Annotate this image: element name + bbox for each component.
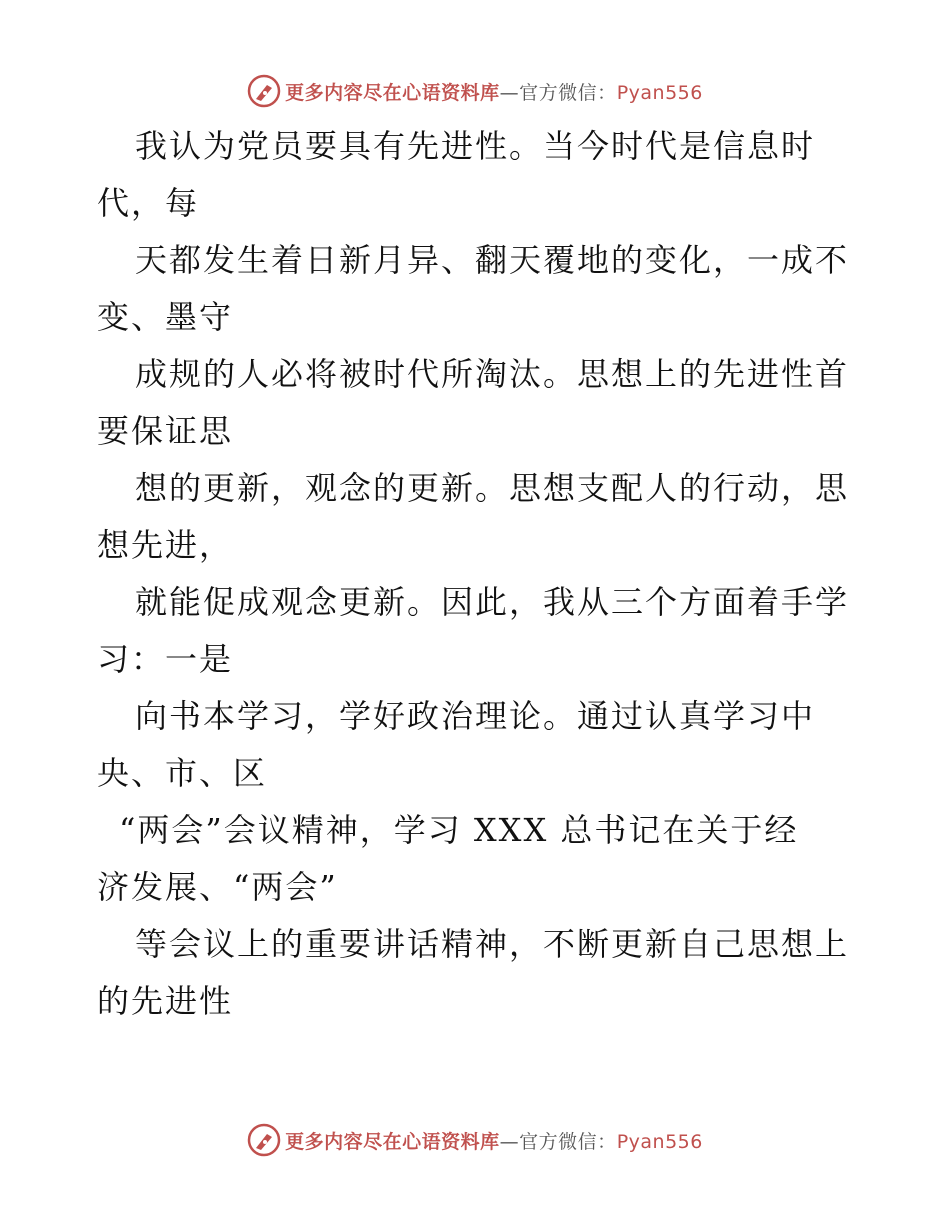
footer-banner: [0, 1120, 950, 1160]
banner-site-text: 更多内容尽在心语资料库: [285, 1130, 500, 1153]
banner-text: [285, 1127, 703, 1154]
paragraph-line: 就能促成观念更新。因此，我从三个方面着手学: [135, 583, 850, 621]
paragraph-line: “两会”会议精神，学习 XXX 总书记在关于经: [119, 811, 799, 849]
paragraph-line: 代，每: [97, 184, 200, 222]
paragraph-line: 我认为党员要具有先进性。当今时代是信息时: [135, 127, 816, 165]
paragraph-line: 想的更新，观念的更新。思想支配人的行动，思: [135, 469, 850, 507]
banner-wechat-label: 官方微信：: [519, 1130, 617, 1153]
paragraph-line: 天都发生着日新月异、翻天覆地的变化，一成不: [135, 241, 850, 279]
pen-nib-logo-icon: [247, 74, 281, 108]
banner-dash: —: [499, 1130, 520, 1153]
banner-site-text: 更多内容尽在心语资料库: [285, 81, 500, 104]
document-body: [97, 118, 877, 1030]
banner-text: [285, 78, 703, 105]
paragraph-line: 济发展、“两会”: [97, 868, 338, 906]
paragraph-line: 习：一是: [97, 640, 234, 678]
paragraph-line: 向书本学习，学好政治理论。通过认真学习中: [135, 697, 816, 735]
paragraph-line: 成规的人必将被时代所淘汰。思想上的先进性首: [135, 355, 850, 393]
banner-wechat-handle: Pyan556: [616, 81, 703, 104]
banner-wechat-label: 官方微信：: [519, 81, 617, 104]
paragraph-line: 想先进，: [97, 526, 234, 564]
header-banner: [0, 71, 950, 111]
banner-wechat-handle: Pyan556: [616, 1130, 703, 1153]
banner-dash: —: [499, 81, 520, 104]
paragraph-line: 的先进性: [97, 982, 234, 1020]
pen-nib-logo-icon: [247, 1123, 281, 1157]
paragraph-line: 等会议上的重要讲话精神，不断更新自己思想上: [135, 925, 850, 963]
paragraph-line: 变、墨守: [97, 298, 234, 336]
paragraph-line: 央、市、区: [97, 754, 268, 792]
paragraph-line: 要保证思: [97, 412, 234, 450]
